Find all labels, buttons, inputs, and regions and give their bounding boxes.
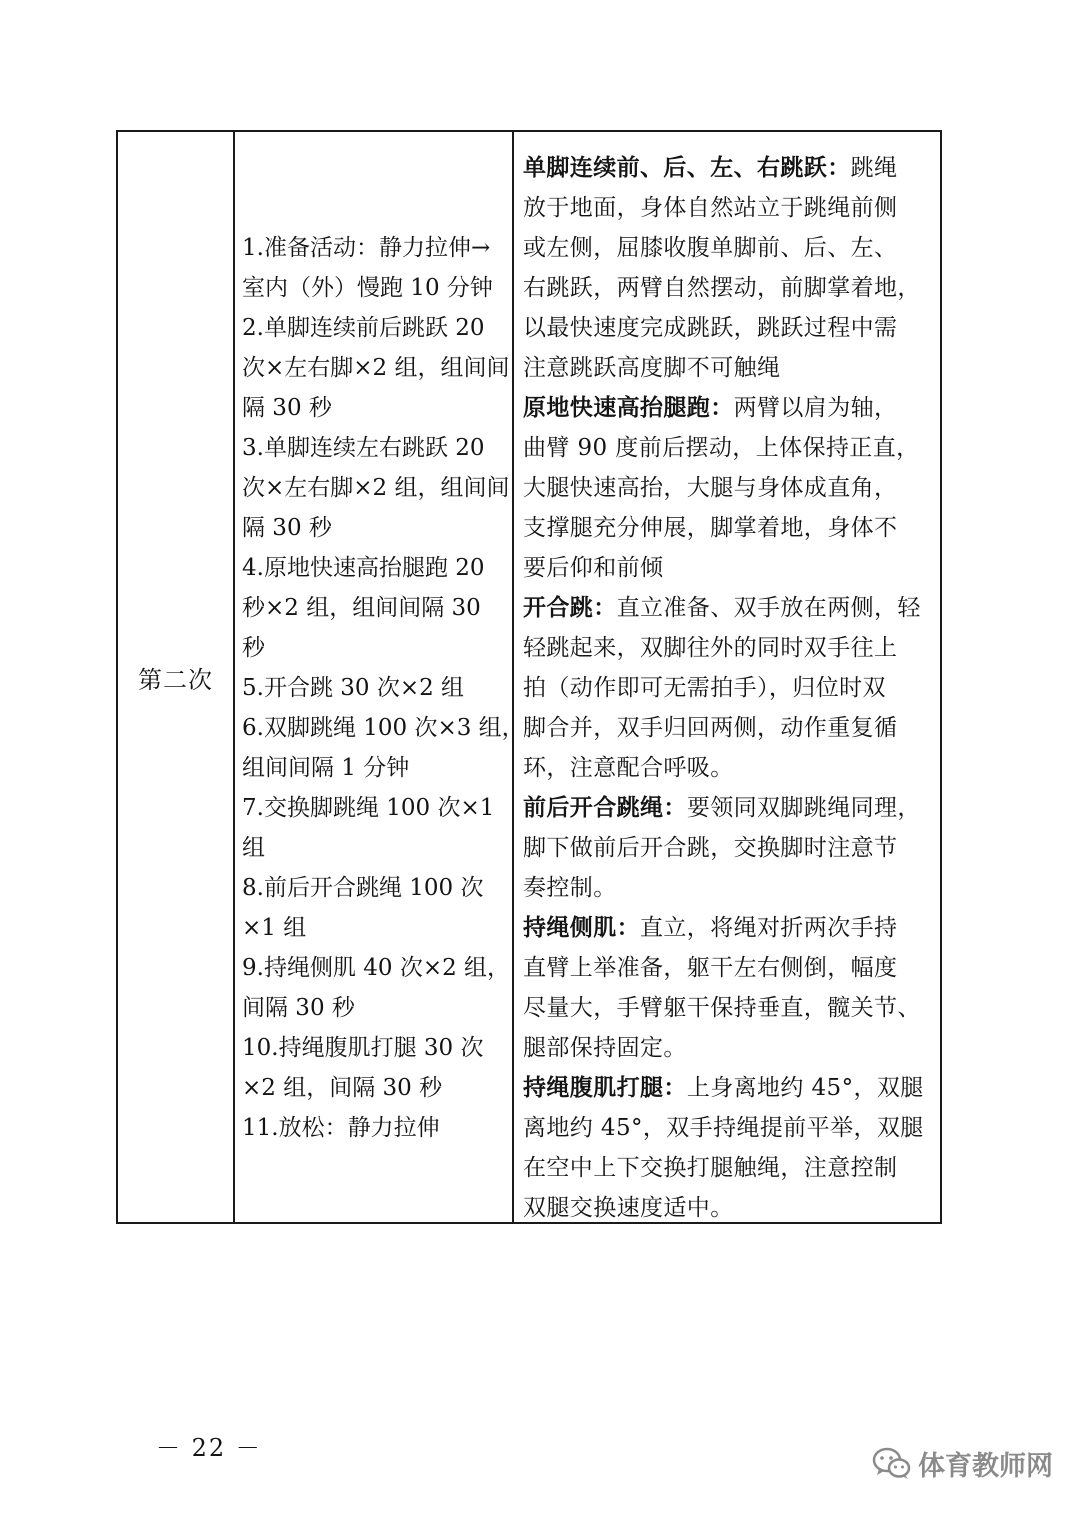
wechat-icon xyxy=(872,1447,912,1481)
description-text: 奏控制。 xyxy=(523,875,617,901)
description-text: 两臂以肩为轴， xyxy=(733,395,898,421)
description-line xyxy=(523,348,935,388)
description-line xyxy=(523,1068,935,1108)
description-line xyxy=(523,268,935,308)
plan-line: 11.放松：静力拉伸 xyxy=(242,1115,440,1141)
description-text: 尽量大，手臂躯干保持垂直，髋关节、 xyxy=(523,995,921,1021)
description-line xyxy=(523,1028,935,1068)
plan-line: 10.持绳腹肌打腿 30 次 xyxy=(242,1035,484,1061)
description-line xyxy=(523,948,935,988)
exercise-name: 持绳腹肌打腿： xyxy=(523,1075,687,1101)
description-line xyxy=(523,308,935,348)
exercise-name: 前后开合跳绳： xyxy=(523,795,687,821)
description-text: 曲臂 90 度前后摆动，上体保持正直， xyxy=(523,435,920,461)
page-number: － 22 － xyxy=(156,1434,262,1462)
description-text: 注意跳跃高度脚不可触绳 xyxy=(523,355,781,381)
plan-line: 室内（外）慢跑 10 分钟 xyxy=(242,275,493,301)
description-text: 离地约 45°，双手持绳提前平举，双腿 xyxy=(523,1115,924,1141)
description-cell xyxy=(523,148,935,1228)
description-line xyxy=(523,428,935,468)
description-line xyxy=(523,988,935,1028)
description-text: 要后仰和前倾 xyxy=(523,555,664,581)
description-text: 放于地面，身体自然站立于跳绳前侧 xyxy=(523,195,898,221)
plan-line: 6.双脚跳绳 100 次×3 组， xyxy=(242,715,525,741)
exercise-name: 持绳侧肌： xyxy=(523,915,640,941)
description-text: 以最快速度完成跳跃，跳跃过程中需 xyxy=(523,315,898,341)
plan-line: 秒 xyxy=(242,635,265,661)
exercise-name: 开合跳： xyxy=(523,595,617,621)
description-line xyxy=(523,588,935,628)
plan-line: ×2 组，间隔 30 秒 xyxy=(242,1075,443,1101)
description-text: 在空中上下交换打腿触绳，注意控制 xyxy=(523,1155,898,1181)
description-text: 上身离地约 45°，双腿 xyxy=(686,1075,924,1101)
description-text: 直立，将绳对折两次手持 xyxy=(640,915,898,941)
description-line xyxy=(523,908,935,948)
plan-line: 组 xyxy=(242,835,265,861)
description-line xyxy=(523,1188,935,1228)
description-text: 或左侧，屈膝收腹单脚前、后、左、 xyxy=(523,235,898,261)
description-text: 腿部保持固定。 xyxy=(523,1035,687,1061)
description-line xyxy=(523,1108,935,1148)
description-text: 环，注意配合呼吸。 xyxy=(523,755,734,781)
session-label: 第二次 xyxy=(138,665,213,694)
description-text: 右跳跃，两臂自然摆动，前脚掌着地， xyxy=(523,275,921,301)
plan-line: 7.交换脚跳绳 100 次×1 xyxy=(242,795,495,821)
description-text: 支撑腿充分伸展，脚掌着地，身体不 xyxy=(523,515,898,541)
plan-line: 3.单脚连续左右跳跃 20 xyxy=(242,435,485,461)
watermark-text: 体育教师网 xyxy=(918,1451,1053,1482)
description-line xyxy=(523,148,935,188)
watermark xyxy=(872,1444,1053,1483)
plan-line: 1.准备活动：静力拉伸→ xyxy=(242,235,491,261)
description-line xyxy=(523,748,935,788)
description-text: 拍（动作即可无需拍手），归位时双 xyxy=(523,675,886,701)
plan-line: 4.原地快速高抬腿跑 20 xyxy=(242,555,485,581)
column-divider-2 xyxy=(512,132,514,1222)
description-line xyxy=(523,548,935,588)
description-line xyxy=(523,188,935,228)
plan-line: 秒×2 组，组间间隔 30 xyxy=(242,595,481,621)
description-line xyxy=(523,628,935,668)
description-text: 直臂上举准备，躯干左右侧倒，幅度 xyxy=(523,955,898,981)
description-text: 要领同双脚跳绳同理， xyxy=(686,795,921,821)
plan-cell xyxy=(242,228,525,1148)
plan-line: ×1 组 xyxy=(242,915,307,941)
description-text: 跳绳 xyxy=(850,155,898,181)
description-line xyxy=(523,668,935,708)
description-line xyxy=(523,828,935,868)
description-line xyxy=(523,1148,935,1188)
exercise-name: 单脚连续前、后、左、右跳跃： xyxy=(523,155,851,181)
description-line xyxy=(523,388,935,428)
description-text: 脚合并，双手归回两侧，动作重复循 xyxy=(523,715,898,741)
plan-line: 8.前后开合跳绳 100 次 xyxy=(242,875,484,901)
plan-line: 隔 30 秒 xyxy=(242,515,332,541)
plan-line: 隔 30 秒 xyxy=(242,395,332,421)
description-line xyxy=(523,228,935,268)
plan-line: 2.单脚连续前后跳跃 20 xyxy=(242,315,485,341)
session-cell xyxy=(118,132,233,1222)
description-text: 直立准备、双手放在两侧，轻 xyxy=(616,595,921,621)
plan-line: 9.持绳侧肌 40 次×2 组， xyxy=(242,955,511,981)
plan-line: 组间间隔 1 分钟 xyxy=(242,755,410,781)
description-line xyxy=(523,708,935,748)
description-text: 轻跳起来，双脚往外的同时双手往上 xyxy=(523,635,898,661)
description-text: 双腿交换速度适中。 xyxy=(523,1195,734,1221)
column-divider-1 xyxy=(233,132,235,1222)
description-line xyxy=(523,788,935,828)
description-text: 脚下做前后开合跳，交换脚时注意节 xyxy=(523,835,898,861)
description-line xyxy=(523,508,935,548)
description-line xyxy=(523,468,935,508)
plan-line: 5.开合跳 30 次×2 组 xyxy=(242,675,465,701)
plan-line: 次×左右脚×2 组，组间间 xyxy=(242,355,510,381)
plan-line: 次×左右脚×2 组，组间间 xyxy=(242,475,510,501)
description-line xyxy=(523,868,935,908)
description-text: 大腿快速高抬，大腿与身体成直角， xyxy=(523,475,898,501)
exercise-table xyxy=(116,130,942,1224)
plan-line: 间隔 30 秒 xyxy=(242,995,355,1021)
exercise-name: 原地快速高抬腿跑： xyxy=(523,395,734,421)
